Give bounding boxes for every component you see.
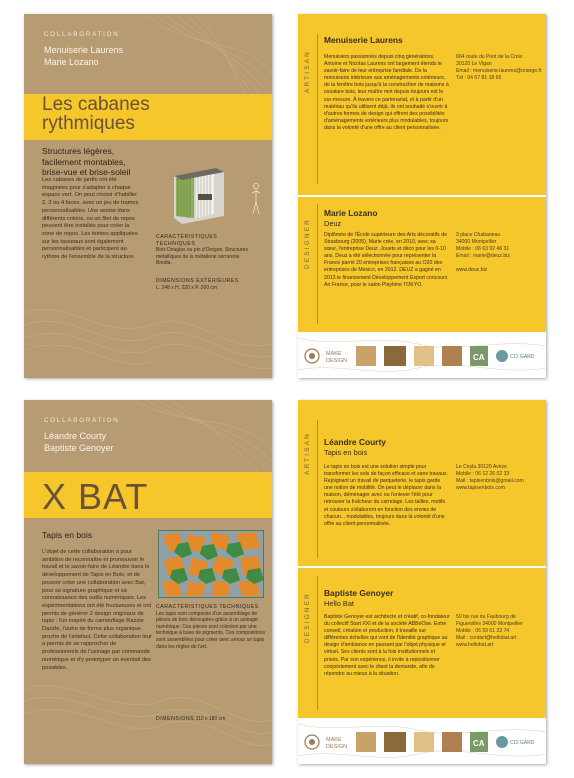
- partner-logo-icon: [384, 732, 406, 752]
- wooden-rug-pattern-image: [158, 530, 264, 598]
- cabanes-info-page: [298, 14, 546, 378]
- make-design-logo: DESIGN: [326, 744, 348, 750]
- collaborator-name: Marie Lozano: [44, 57, 99, 67]
- contact-line: 34000 Montpellier: [456, 239, 497, 246]
- partner-logo-icon: [384, 346, 406, 366]
- contact-line: Mobile : 06 59 61 33 74: [456, 628, 510, 635]
- collaboration-label: COLLABORATION: [44, 31, 120, 38]
- contact-line: www.tapisenbois.com: [456, 485, 505, 492]
- vertical-rule: [317, 576, 318, 710]
- designer-company: Deuz: [324, 219, 342, 228]
- subtitle-line: Tapis en bois: [42, 530, 93, 540]
- collaborator-name: Baptiste Genoyer: [44, 443, 114, 453]
- partner-logo-icon: [442, 732, 462, 752]
- xbat-cover-page: [24, 400, 272, 764]
- designer-contact: [456, 614, 544, 649]
- collaborator-name: Léandre Courty: [44, 431, 107, 441]
- features-text: Les tapis sont composés d'un assemblage de pièces de bois découpées grâce à un usinage numérique. Ces pièces sont colorées par une technique à base de pigments. Ces compositions sont assemblées pour créer avec amour un tapis dans les règles de l'art.: [156, 610, 265, 650]
- designer-company: Hello Bat: [324, 599, 354, 608]
- title-line: rythmiques: [42, 113, 135, 134]
- contact-line: Mobile : 06 63 92 46 31: [456, 246, 510, 253]
- contact-line: 3 place Chabaneau: [456, 232, 501, 238]
- project-description: Les cabanes de jardin ont été imaginées pour s'adapter à chaque espace vert. On peut choisir d'habiller 2, 3 ou 4 faces, avec un jeu de trames personnalisables. Une assise dans différents coloris, ou un filet de repos peuvent être installés pour créer la zone de repos. Les teintes appliquées sur les tasseaux sont également personnalisables et participent au rythme de l'ensemble de la structure.: [42, 177, 139, 261]
- make-design-logo: MAKE: [326, 737, 342, 743]
- artisan-name: Léandre Courty: [324, 437, 386, 447]
- technical-features: [156, 604, 266, 650]
- cci-logo-text: CCI GARD: [510, 354, 535, 360]
- artisan-label: ARTISAN: [304, 432, 311, 475]
- project-subtitle: [42, 530, 92, 541]
- cci-logo-icon: [496, 736, 508, 748]
- subtitle-line: facilement montables,: [42, 156, 126, 167]
- artisan-label: ARTISAN: [304, 50, 311, 93]
- credit-agricole-text: CA: [473, 353, 485, 362]
- dimensions: [156, 716, 266, 723]
- section-divider: [298, 566, 546, 568]
- project-description: L'objet de cette collaboration a pour ambition de reconnaître et promouvoir le travail et le savoir-faire de Léandre dans le développement de Tapis en Bois, et de pouvoir créer une collaboration avec Bat, pour sa signature graphique et sa connaissance des outils numériques. Les expérimentations ont été fructueuses et ont permis de générer 2 design originaux de tapis : l'un inspiré du camouflage Razzle Dazzle, l'autre de forme plus organique proche de l'artefact. Cette collaboration leur a permis de se rapprocher de professionnels de l'usinage par commande numérique et d'y prototyper un éventail des possibles.: [42, 549, 152, 671]
- contact-line: Mail : contact@hellobat.art: [456, 635, 517, 642]
- designer-label: DESIGNER: [304, 218, 311, 269]
- vertical-rule: [317, 34, 318, 184]
- contact-line: www.deuz.biz: [456, 267, 488, 274]
- contact-line: 30120 Le Vigan: [456, 61, 492, 68]
- designer-name: Marie Lozano: [324, 208, 378, 218]
- contact-line: Le Coyla 30120 Avèze: [456, 464, 507, 470]
- technical-features: [156, 234, 256, 267]
- logo-swirl-icon: [305, 349, 319, 363]
- dimensions-heading: DIMENSIONS: [156, 716, 195, 722]
- vertical-rule: [317, 204, 318, 324]
- contact-line: 50 bis rue du Faubourg de: [456, 614, 516, 620]
- contact-line: Figuerolles 34000 Montpellier: [456, 621, 523, 628]
- contact-line: Mobile : 06 12 26 02 33: [456, 471, 510, 478]
- dimensions: [156, 278, 256, 291]
- cabanes-cover-page: [24, 14, 272, 378]
- contact-line: www.hellobat.art: [456, 642, 494, 649]
- artisan-contact: [456, 54, 544, 82]
- partner-logos: [298, 720, 546, 764]
- project-title: X BAT: [42, 476, 149, 517]
- partner-logo-icon: [442, 346, 462, 366]
- vertical-rule: [317, 420, 318, 558]
- features-heading: CARACTÉRISTIQUES TECHNIQUES: [156, 234, 218, 247]
- artisan-company: Tapis en bois: [324, 448, 368, 457]
- cci-logo-text: CCI GARD: [510, 740, 535, 746]
- contact-line: 664 route du Pont de la Croix: [456, 54, 523, 60]
- artisan-description: Le tapis en bois est une solution simple pour transformer les sols de façon efficace et sans travaux. Rejoignant un travail de parqueterie, le tapis garde une notion de mobilité. On peut le déplacer dans la maison, déménager avec ou l'enlever l'été pour retrouver la fraîcheur du carrelage. Les tailles, motifs et couleurs s'élaborent en fonction des envies de chacun... modulables, toujours dans la volonté d'une offre au client personnalisée.: [324, 464, 448, 527]
- make-design-logo: MAKE: [326, 351, 342, 357]
- xbat-info-page: [298, 400, 546, 764]
- make-design-logo: DESIGN: [326, 358, 348, 364]
- credit-agricole-text: CA: [473, 739, 485, 748]
- contact-line: Mail : tapisenbois@gmail.com: [456, 478, 524, 485]
- artisan-name: Menuiserie Laurens: [324, 35, 403, 45]
- title-line: Les cabanes: [42, 94, 150, 115]
- dimensions-heading: DIMENSIONS EXTÉRIEURES: [156, 278, 239, 284]
- contact-line: [456, 260, 544, 267]
- designer-name: Baptiste Genoyer: [324, 588, 394, 598]
- subtitle-line: Structures légères,: [42, 146, 115, 156]
- designer-contact: [456, 232, 544, 275]
- logo-swirl-icon: [305, 735, 319, 749]
- collaboration-label: COLLABORATION: [44, 417, 120, 424]
- project-subtitle: [42, 146, 130, 178]
- features-heading: CARACTÉRISTIQUES TECHNIQUES: [156, 604, 259, 610]
- person-scale-icon: [250, 182, 262, 216]
- artisan-contact: [456, 464, 544, 492]
- features-text: Bois Douglas ou pin d'Oregon. Structures métalliques de la métallerie serrurerie Bredia.: [156, 247, 248, 267]
- designer-description: Diplômée de l'École supérieure des Arts décoratifs de Strasbourg (2005), Marie crée, en 2010, avec sa sœur, l'entreprise Deuz. Jouets et déco pour les 0-10 ans. Deuz a été sélectionnée pour représenter la France parmi 20 entreprises françaises au O20 des entreprises de Mexico, en 2012. DEUZ a gagné en 2013 le financement Développement Export concours Air France, pour le salon Playtime TOKYO.: [324, 232, 448, 288]
- partner-logo-icon: [414, 732, 434, 752]
- partner-logo-icon: [356, 346, 376, 366]
- designer-description: Baptiste Genoyer est architecte et créatif, co-fondateur du collectif Start XXI et de la société ABBéOse. Entre conseil, création et production, il travaille sur différentes échelles qui vont de l'identité graphique au design d'ambiance en passant par l'objet physique et virtuel. Ses clients sont à la fois institutionnels et privés. Par son expérience, il invite à repositionner conjointement avec le client la demande, afin de répondre au mieux à la situation.: [324, 614, 450, 677]
- section-divider: [298, 195, 546, 197]
- contact-line: Email : menuiserie.laurens@orange.fr: [456, 68, 542, 75]
- collaborator-names: [44, 44, 123, 68]
- contact-line: Email : marie@deuz.biz: [456, 253, 510, 260]
- designer-label: DESIGNER: [304, 592, 311, 643]
- dimensions-text: 110 x 180 cm: [195, 716, 226, 722]
- subtitle-line: brise-vue et brise-soleil: [42, 167, 131, 177]
- partner-logo-icon: [356, 732, 376, 752]
- collaborator-names: [44, 430, 114, 454]
- cabane-product-image: [164, 154, 244, 230]
- artisan-description: Menuisiers passionnés depuis cinq générations, Antoine et Nicolas Laurens ont largement étendu le savoir-faire de leur entreprise familiale. De la menuiserie intérieure aux aménagements extérieurs, de la fenêtre bois jusqu'à la construction de maisons à ossature bois, leur maître mot depuis toujours est le sur-mesure. À travers ce partenariat, et à partir d'un matériau qu'ils utilisent déjà, ils ont souhaité s'ouvrir à d'autres formes de design qui offrent des possibilités d'aménagements extérieurs plus modulables, toujours dans la volonté d'une offre au client personnalisée.: [324, 54, 449, 131]
- contact-line: Tél : 04 67 81 18 66: [456, 75, 502, 82]
- dimensions-text: L. 248 x H. 220 x P. 200 cm: [156, 284, 218, 291]
- cci-logo-icon: [496, 350, 508, 362]
- partner-logo-icon: [414, 346, 434, 366]
- partner-logos: [298, 334, 546, 378]
- project-title: [42, 95, 242, 133]
- collaborator-name: Menuiserie Laurens: [44, 45, 124, 55]
